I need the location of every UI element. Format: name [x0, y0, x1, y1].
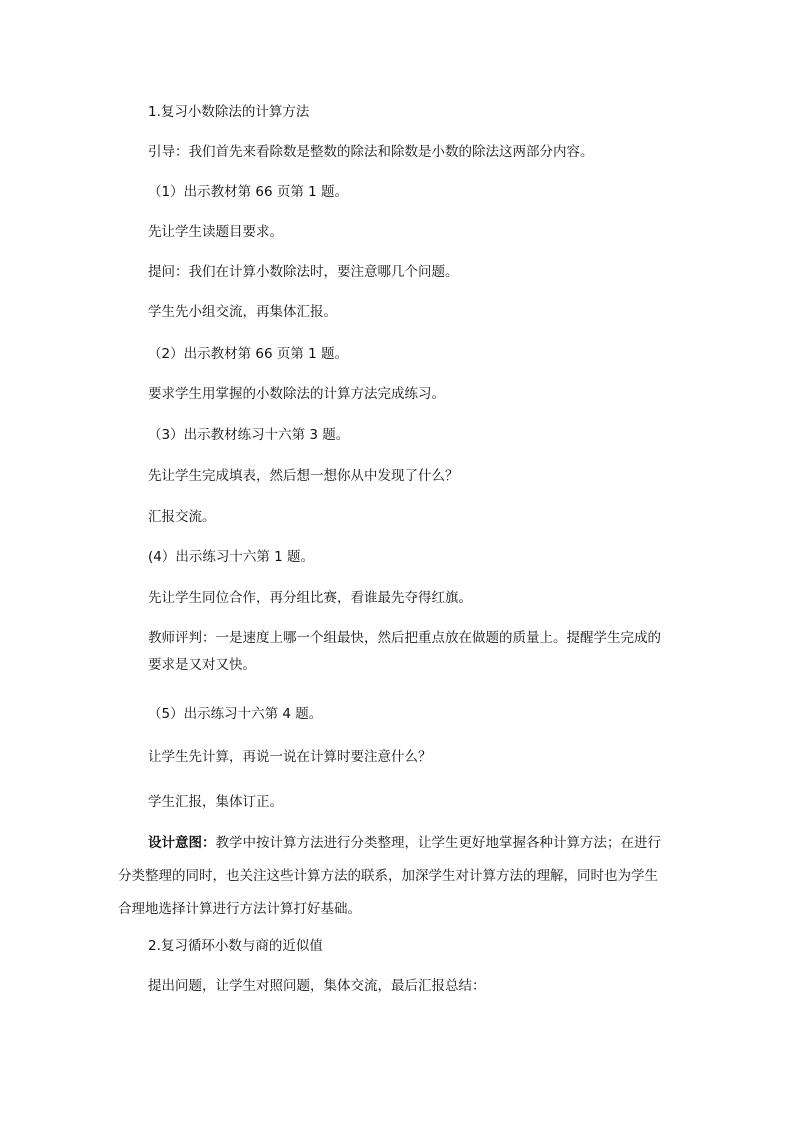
item3-heading: （3）出示教材练习十六第 3 题。	[148, 427, 350, 443]
item1-heading: （1）出示教材第 66 页第 1 题。	[148, 184, 349, 200]
item2-paragraph-1: 要求学生用掌握的小数除法的计算方法完成练习。	[148, 386, 445, 402]
item4-heading: (4）出示练习十六第 1 题。	[148, 549, 315, 565]
item3-paragraph-1: 先让学生完成填表，然后想一想你从中发现了什么？	[148, 468, 459, 484]
section2-heading: 2.复习循环小数与商的近似值	[148, 938, 323, 954]
item1-paragraph-1: 先让学生读题目要求。	[148, 224, 283, 240]
item4-paragraph-1: 先让学生同位合作，再分组比赛，看谁最先夺得红旗。	[148, 590, 472, 606]
item5-paragraph-2: 学生汇报，集体订正。	[148, 794, 283, 810]
item3-paragraph-2: 汇报交流。	[148, 509, 216, 525]
section2-paragraph-1: 提出问题，让学生对照问题，集体交流，最后汇报总结：	[148, 978, 486, 994]
design-intent-label: 设计意图：	[148, 835, 216, 851]
intro-paragraph: 引导：我们首先来看除数是整数的除法和除数是小数的除法这两部分内容。	[148, 144, 594, 160]
item2-heading: （2）出示教材第 66 页第 1 题。	[148, 346, 349, 362]
item5-paragraph-1: 让学生先计算，再说一说在计算时要注意什么？	[148, 749, 432, 765]
design-intent-line3: 合理地选择计算进行方法计算打好基础。	[118, 901, 361, 917]
item1-paragraph-3: 学生先小组交流，再集体汇报。	[148, 304, 337, 320]
design-intent-line1	[148, 835, 661, 851]
item5-heading: （5）出示练习十六第 4 题。	[148, 706, 323, 722]
design-intent-line2: 分类整理的同时，也关注这些计算方法的联系，加深学生对计算方法的理解，同时也为学生	[118, 868, 658, 884]
item4-paragraph-2-line1: 教师评判：一是速度上哪一个组最快，然后把重点放在做题的质量上。提醒学生完成的	[148, 630, 661, 646]
design-intent-text-1: 教学中按计算方法进行分类整理，让学生更好地掌握各种计算方法；在进行	[215, 835, 661, 851]
item1-paragraph-2: 提问：我们在计算小数除法时，要注意哪几个问题。	[148, 264, 459, 280]
section1-heading: 1.复习小数除法的计算方法	[148, 104, 310, 120]
item4-paragraph-2-line2: 要求是又对又快。	[148, 657, 256, 673]
